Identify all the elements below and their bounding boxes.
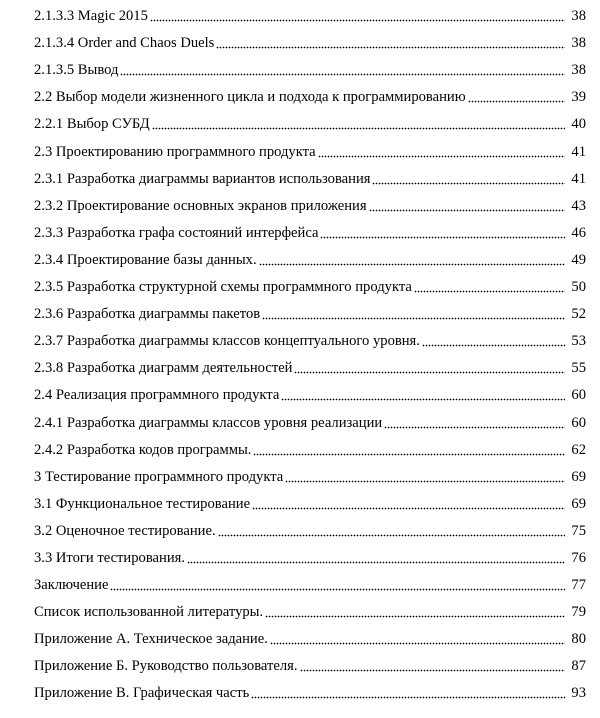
toc-entry-title: 3.3 Итоги тестирования. <box>34 549 185 566</box>
toc-entry-title: 2.4.2 Разработка кодов программы. <box>34 441 252 458</box>
toc-dot-leader <box>262 317 565 320</box>
toc-entry[interactable] <box>34 352 586 379</box>
toc-dot-leader <box>281 398 565 401</box>
toc-entry[interactable] <box>34 54 586 81</box>
toc-entry-title: 3.1 Функциональное тестирование <box>34 495 251 512</box>
toc-dot-leader <box>285 480 565 483</box>
toc-entry-page-number: 55 <box>571 360 586 377</box>
toc-entry-page-number: 80 <box>571 631 586 648</box>
toc-entry-title: 2.3.3 Разработка графа состояний интерфейса <box>34 224 319 241</box>
toc-entry-page-number: 38 <box>571 8 586 25</box>
toc-entry-page-number: 39 <box>571 89 586 106</box>
toc-entry-page-number: 79 <box>571 604 586 621</box>
toc-entry-page-number: 53 <box>571 333 586 350</box>
toc-dot-leader <box>270 642 565 645</box>
toc-entry[interactable] <box>34 27 586 54</box>
toc-entry-page-number: 38 <box>571 62 586 79</box>
toc-entry[interactable] <box>34 271 586 298</box>
toc-entry[interactable] <box>34 135 586 162</box>
toc-entry-page-number: 41 <box>571 143 586 160</box>
toc-entry-title: 2.1.3.4 Order and Chaos Duels <box>34 35 215 52</box>
toc-entry[interactable] <box>34 488 586 515</box>
toc-dot-leader <box>150 19 565 22</box>
toc-entry-page-number: 76 <box>571 549 586 566</box>
toc-entry[interactable] <box>34 0 586 27</box>
table-of-contents <box>34 0 586 704</box>
toc-entry[interactable] <box>34 623 586 650</box>
toc-entry-page-number: 52 <box>571 306 586 323</box>
toc-entry-title: 2.3.8 Разработка диаграмм деятельностей <box>34 360 293 377</box>
toc-dot-leader <box>252 507 565 510</box>
toc-entry-page-number: 38 <box>571 35 586 52</box>
toc-entry-page-number: 40 <box>571 116 586 133</box>
toc-entry-page-number: 62 <box>571 441 586 458</box>
toc-entry-title: 2.3.2 Проектирование основных экранов приложения <box>34 197 367 214</box>
toc-entry[interactable] <box>34 244 586 271</box>
toc-dot-leader <box>216 46 565 49</box>
toc-entry-title: Приложение Б. Руководство пользователя. <box>34 658 298 675</box>
toc-entry-title: 3.2 Оценочное тестирование. <box>34 522 216 539</box>
toc-entry-page-number: 50 <box>571 279 586 296</box>
toc-entry-title: 2.4 Реализация программного продукта <box>34 387 280 404</box>
toc-entry[interactable] <box>34 108 586 135</box>
toc-entry-page-number: 77 <box>571 577 586 594</box>
toc-entry-title: 2.4.1 Разработка диаграммы классов уровня реализации <box>34 414 383 431</box>
toc-entry[interactable] <box>34 325 586 352</box>
toc-entry-title: 2.3.6 Разработка диаграммы пакетов <box>34 306 261 323</box>
toc-entry[interactable] <box>34 190 586 217</box>
toc-dot-leader <box>414 290 565 293</box>
toc-dot-leader <box>300 669 565 672</box>
toc-entry-title: Приложение А. Техническое задание. <box>34 631 268 648</box>
toc-entry[interactable] <box>34 379 586 406</box>
toc-entry-title: Список использованной литературы. <box>34 604 264 621</box>
toc-dot-leader <box>259 263 565 266</box>
toc-entry-page-number: 46 <box>571 224 586 241</box>
toc-entry[interactable] <box>34 542 586 569</box>
toc-dot-leader <box>294 371 565 374</box>
toc-entry-page-number: 69 <box>571 495 586 512</box>
toc-entry-title: 2.3.4 Проектирование базы данных. <box>34 251 257 268</box>
toc-entry[interactable] <box>34 569 586 596</box>
toc-entry-title: 2.3.5 Разработка структурной схемы программного продукта <box>34 279 412 296</box>
toc-dot-leader <box>110 588 565 591</box>
toc-entry[interactable] <box>34 163 586 190</box>
toc-entry[interactable] <box>34 406 586 433</box>
toc-dot-leader <box>384 426 565 429</box>
toc-dot-leader <box>218 534 565 537</box>
toc-entry[interactable] <box>34 515 586 542</box>
toc-entry[interactable] <box>34 677 586 704</box>
toc-entry-title: 3 Тестирование программного продукта <box>34 468 284 485</box>
toc-entry[interactable] <box>34 434 586 461</box>
toc-entry[interactable] <box>34 461 586 488</box>
toc-entry-page-number: 43 <box>571 197 586 214</box>
toc-entry-title: 2.1.3.5 Вывод <box>34 62 119 79</box>
toc-dot-leader <box>120 73 565 76</box>
toc-dot-leader <box>251 696 565 699</box>
toc-entry-page-number: 69 <box>571 468 586 485</box>
toc-entry-page-number: 60 <box>571 414 586 431</box>
toc-entry-page-number: 75 <box>571 522 586 539</box>
toc-entry-page-number: 49 <box>571 251 586 268</box>
toc-entry-title: Заключение <box>34 577 109 594</box>
toc-entry-page-number: 87 <box>571 658 586 675</box>
toc-dot-leader <box>369 209 565 212</box>
toc-entry[interactable] <box>34 81 586 108</box>
toc-dot-leader <box>187 561 565 564</box>
toc-entry-title: 2.3.7 Разработка диаграммы классов концептуального уровня. <box>34 333 420 350</box>
toc-entry-title: 2.3 Проектированию программного продукта <box>34 143 316 160</box>
toc-entry-title: 2.2 Выбор модели жизненного цикла и подхода к программированию <box>34 89 466 106</box>
toc-entry-title: 2.2.1 Выбор СУБД <box>34 116 150 133</box>
toc-dot-leader <box>152 127 565 130</box>
toc-dot-leader <box>372 182 565 185</box>
toc-dot-leader <box>320 236 565 239</box>
toc-entry-title: Приложение В. Графическая часть <box>34 685 250 702</box>
toc-entry[interactable] <box>34 217 586 244</box>
toc-entry-page-number: 60 <box>571 387 586 404</box>
toc-dot-leader <box>422 344 565 347</box>
toc-entry-page-number: 93 <box>571 685 586 702</box>
toc-entry-title: 2.3.1 Разработка диаграммы вариантов использования <box>34 170 371 187</box>
toc-dot-leader <box>265 615 565 618</box>
toc-dot-leader <box>468 100 565 103</box>
toc-entry[interactable] <box>34 596 586 623</box>
toc-dot-leader <box>253 453 565 456</box>
toc-dot-leader <box>318 155 565 158</box>
toc-entry-title: 2.1.3.3 Magic 2015 <box>34 8 148 25</box>
toc-entry[interactable] <box>34 298 586 325</box>
toc-entry[interactable] <box>34 650 586 677</box>
toc-entry-page-number: 41 <box>571 170 586 187</box>
